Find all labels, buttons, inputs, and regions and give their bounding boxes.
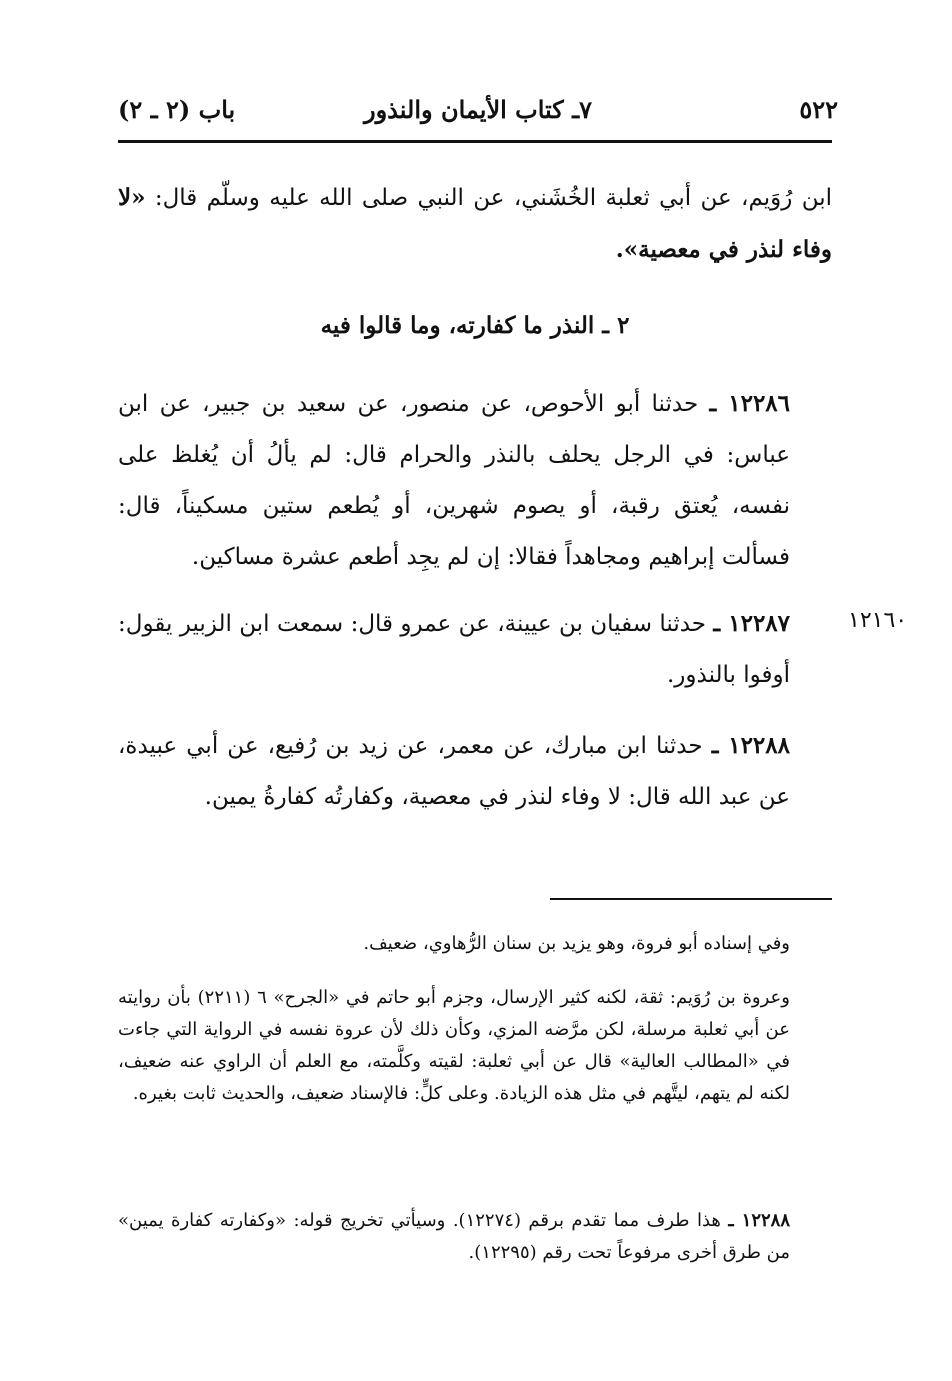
continuation-paragraph [118, 172, 832, 276]
hadith-paragraph [118, 598, 832, 701]
hadith-number: ١٢٢٨٧ ـ [713, 610, 791, 637]
hadith-text: حدثنا أبو الأحوص، عن منصور، عن سعيد بن جبير، عن ابن عباس: في الرجل يحلف بالنذر والحرام قال: لم يألُ أن يُغلظ على نفسه، يُعتق رقبة، أو يصوم شهرين، أو يُطعم ستين مسكيناً، قال: فسألت إبراهيم ومجاهداً فقالا: إن لم يجِد أطعم عشرة مساكين. [118, 391, 790, 570]
footnote-number: ١٢٢٨٨ ـ [728, 1210, 791, 1231]
hadith-text: حدثنا ابن مبارك، عن معمر، عن زيد بن رُفيع، عن أبي عبيدة، عن عبد الله قال: لا وفاء لنذر في معصية، وكفارتُه كفارةُ يمين. [118, 733, 790, 810]
footnote-paragraph: وعروة بن رُوَيم: ثقة، لكنه كثير الإرسال، وجزم أبو حاتم في «الجرح» ٦ (٢٢١١) بأن روايته عن أبي ثعلبة مرسلة، لكن مرَّضه المزي، وكأن ذلك لأن عروة نفسه في الرواية التي جاءت في «المطالب العالية» قال عن أبي ثعلبة: لقيته وكلَّمته، مع العلم أن الراوي عنه ضعيف، لكنه لم يتهم، ليتَّهم في مثل هذه الزيادة. وعلى كلٍّ: فالإسناد ضعيف، والحديث ثابت بغيره. [118, 987, 790, 1104]
continuation-quote: «لا وفاء لنذر في معصية». [118, 184, 832, 263]
chapter-reference: باب (٢ ـ ٢) [118, 95, 236, 124]
footnote-paragraph: وفي إسناده أبو فروة، وهو يزيد بن سنان الرُّهاوي، ضعيف. [363, 933, 790, 954]
page-number: ٥٢٢ [799, 95, 838, 124]
header-rule [118, 140, 832, 143]
footnote-paragraph [118, 1205, 832, 1269]
running-head [118, 95, 838, 135]
book-title: ٧ـ كتاب الأيمان والنذور [364, 95, 592, 124]
continuation-text: ابن رُوَيم، عن أبي ثعلبة الخُشَني، عن النبي صلى الله عليه وسلّم قال: [145, 185, 832, 211]
hadith-paragraph [118, 378, 832, 583]
hadith-number: ١٢٢٨٦ ـ [709, 390, 791, 417]
hadith-number: ١٢٢٨٨ ـ [711, 732, 790, 759]
hadith-text: حدثنا سفيان بن عيينة، عن عمرو قال: سمعت ابن الزبير يقول: أوفوا بالنذور. [118, 611, 790, 688]
footnote-rule [550, 898, 832, 900]
margin-cross-reference: ١٢١٦٠ [848, 608, 908, 633]
hadith-paragraph [118, 720, 832, 823]
footnote-text: هذا طرف مما تقدم برقم (١٢٢٧٤). وسيأتي تخريج قوله: «وكفارته كفارة يمين» من طرق أخرى مرفوعاً تحت رقم (١٢٢٩٥). [118, 1210, 790, 1263]
section-heading: ٢ ـ النذر ما كفارته، وما قالوا فيه [320, 312, 630, 339]
